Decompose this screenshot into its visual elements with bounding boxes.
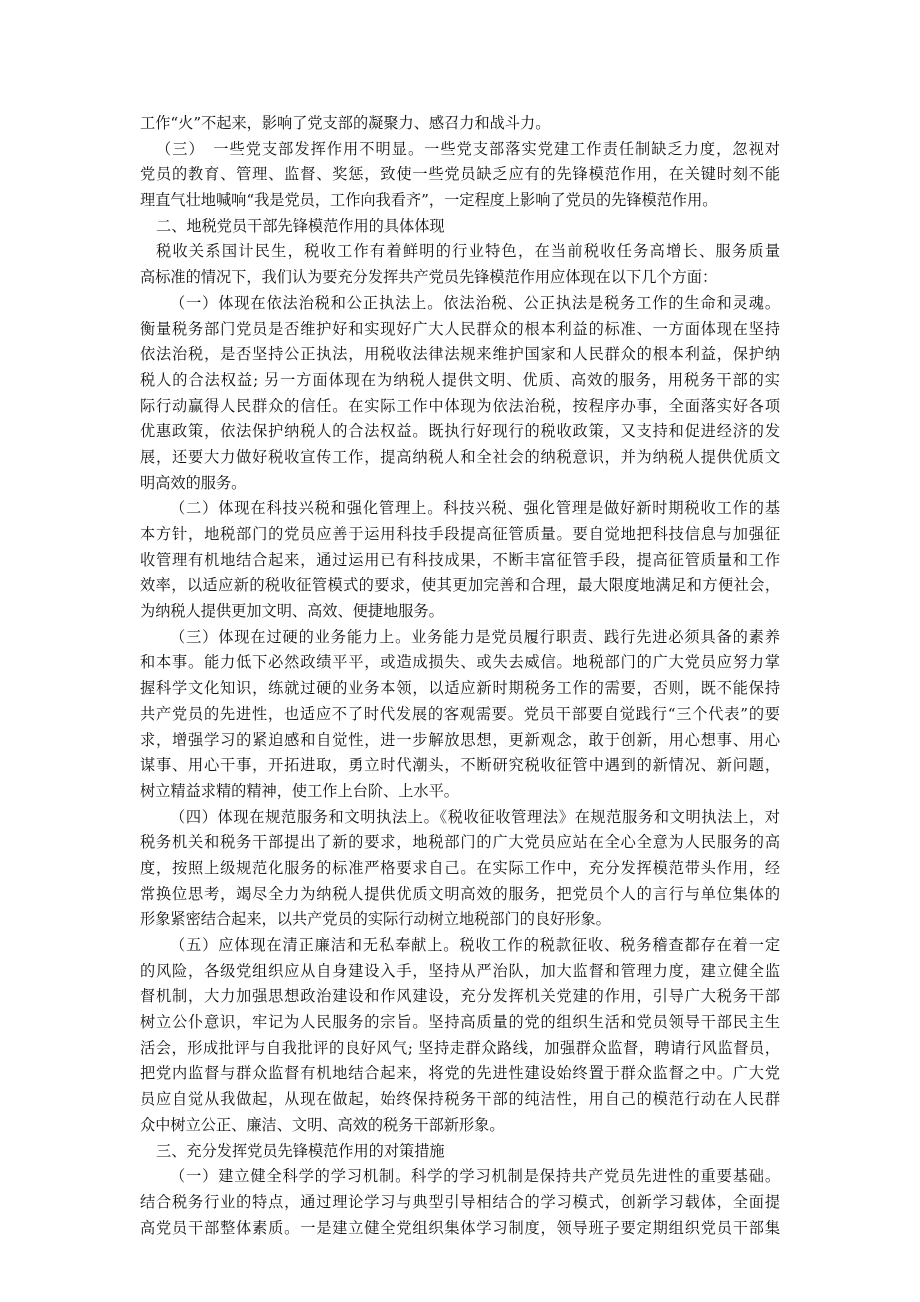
body-line: 形象紧密结合起来，以共产党员的实际行动树立地税部门的良好形象。 bbox=[140, 910, 611, 929]
body-line: 工作“火”不起来，影响了党支部的凝聚力、感召力和战斗力。 bbox=[140, 114, 551, 132]
body-line: 的风险，各级党组织应从自身建设入手，坚持从严治队，加大监督和管理力度，建立健全监 bbox=[140, 961, 780, 980]
body-line: 众中树立公正、廉洁、文明、高效的税务干部新形象。 bbox=[140, 1115, 505, 1134]
body-line: 依法治税，是否坚持公正执法，用税收法律法规来维护国家和人民群众的根本利益，保护纳 bbox=[140, 345, 780, 364]
paragraph-first-line: （二）体现在科技兴税和强化管理上。科技兴税、强化管理是做好新时期税收工作的基 bbox=[170, 499, 780, 518]
paragraph-first-line: （三） 一些党支部发挥作用不明显。一些党支部落实党建工作责任制缺乏力度，忽视对 bbox=[156, 139, 780, 158]
paragraph-first-line: （五）应体现在清正廉洁和无私奉献上。税收工作的税款征收、税务稽查都存在着一定 bbox=[170, 936, 780, 954]
paragraph-first-line: （一）建立健全科学的学习机制。科学的学习机制是保持共产党员先进性的重要基础。 bbox=[170, 1167, 780, 1186]
body-line: 收管理有机地结合起来，通过运用已有科技成果，不断丰富征管手段，提高征管质量和工作 bbox=[140, 550, 780, 569]
body-line: 结合税务行业的特点，通过理论学习与典型引导相结合的学习模式，创新学习载体，全面提 bbox=[140, 1192, 780, 1211]
body-line: 活会，形成批评与自我批评的良好风气; 坚持走群众路线，加强群众监督，聘请行风监督员， bbox=[140, 1038, 780, 1057]
body-line: 明高效的服务。 bbox=[140, 473, 247, 492]
body-line: 共产党员的先进性，也适应不了时代发展的客观需要。党员干部要自觉践行“三个代表”的要 bbox=[140, 704, 780, 723]
section-heading: 三、充分发挥党员先锋模范作用的对策措施 bbox=[156, 1141, 445, 1160]
body-line: 效率，以适应新的税收征管模式的要求，使其更加完善和合理，最大限度地满足和方便社会， bbox=[140, 576, 780, 595]
body-line: 度，按照上级规范化服务的标准严格要求自己。在实际工作中，充分发挥模范带头作用，经 bbox=[140, 858, 780, 877]
body-line: 督机制，大力加强思想政治建设和作风建设，充分发挥机关党建的作用，引导广大税务干部 bbox=[140, 987, 780, 1006]
body-line: 握科学文化知识，练就过硬的业务本领，以适应新时期税务工作的需要，否则，既不能保持 bbox=[140, 679, 780, 698]
paragraph-first-line: （三）体现在过硬的业务能力上。业务能力是党员履行职责、践行先进必须具备的素养 bbox=[170, 627, 780, 646]
body-line: 展，还要大力做好税收宣传工作，提高纳税人和全社会的纳税意识，并为纳税人提供优质文 bbox=[140, 447, 780, 466]
body-line: 际行动赢得人民群众的信任。在实际工作中体现为依法治税，按程序办事，全面落实好各项 bbox=[140, 396, 780, 415]
body-line: 树立公仆意识，牢记为人民服务的宗旨。坚持高质量的党的组织生活和党员领导干部民主生 bbox=[140, 1013, 780, 1032]
paragraph-first-line: （一）体现在依法治税和公正执法上。依法治税、公正执法是税务工作的生命和灵魂。 bbox=[170, 293, 780, 312]
body-line: 为纳税人提供更加文明、高效、便捷地服务。 bbox=[140, 602, 444, 621]
body-line: 优惠政策，依法保护纳税人的合法权益。既执行好现行的税收政策，又支持和促进经济的发 bbox=[140, 422, 780, 441]
section-heading: 二、地税党员干部先锋模范作用的具体体现 bbox=[156, 216, 445, 235]
body-line: 员应自觉从我做起，从现在做起，始终保持税务干部的纯洁性，用自己的模范行动在人民群 bbox=[140, 1090, 780, 1109]
body-line: 本方针，地税部门的党员应善于运用科技手段提高征管质量。要自觉地把科技信息与加强征 bbox=[140, 525, 780, 543]
body-line: 税务机关和税务干部提出了新的要求，地税部门的广大党员应站在全心全意为人民服务的高 bbox=[140, 833, 780, 852]
body-line: 树立精益求精的精神，使工作上台阶、上水平。 bbox=[140, 781, 459, 800]
body-line: 理直气壮地喊响“我是党员，工作向我看齐”，一定程度上影响了党员的先锋模范作用。 bbox=[140, 191, 718, 210]
document-page bbox=[140, 111, 780, 1241]
body-line: 常换位思考，竭尽全力为纳税人提供优质文明高效的服务，把党员个人的言行与单位集体的 bbox=[140, 884, 780, 903]
body-line: 求，增强学习的紧迫感和自觉性，进一步解放思想，更新观念，敢于创新，用心想事、用心 bbox=[140, 730, 780, 749]
paragraph-first-line: （四）体现在规范服务和文明执法上。《税收征收管理法》在规范服务和文明执法上，对 bbox=[170, 807, 780, 826]
paragraph-first-line: 税收关系国计民生，税收工作有着鲜明的行业特色，在当前税收任务高增长、服务质量 bbox=[156, 242, 780, 261]
body-line: 税人的合法权益; 另一方面体现在为纳税人提供文明、优质、高效的服务，用税务干部的实 bbox=[140, 370, 780, 389]
body-line: 和本事。能力低下必然政绩平平，或造成损失、或失去威信。地税部门的广大党员应努力掌 bbox=[140, 653, 780, 672]
body-line: 高标准的情况下，我们认为要充分发挥共产党员先锋模范作用应体现在以下几个方面： bbox=[140, 268, 718, 287]
body-line: 谋事、用心干事，开拓进取，勇立时代潮头，不断研究税收征管中遇到的新情况、新问题， bbox=[140, 756, 780, 775]
body-line: 把党内监督与群众监督有机地结合起来，将党的先进性建设始终置于群众监督之中。广大党 bbox=[140, 1064, 780, 1083]
body-line: 高党员干部整体素质。一是建立健全党组织集体学习制度，领导班子要定期组织党员干部集 bbox=[140, 1218, 780, 1237]
body-line: 党员的教育、管理、监督、奖惩，致使一些党员缺乏应有的先锋模范作用，在关键时刻不能 bbox=[140, 165, 780, 184]
body-line: 衡量税务部门党员是否维护好和实现好广大人民群众的根本利益的标准、一方面体现在坚持 bbox=[140, 319, 780, 338]
